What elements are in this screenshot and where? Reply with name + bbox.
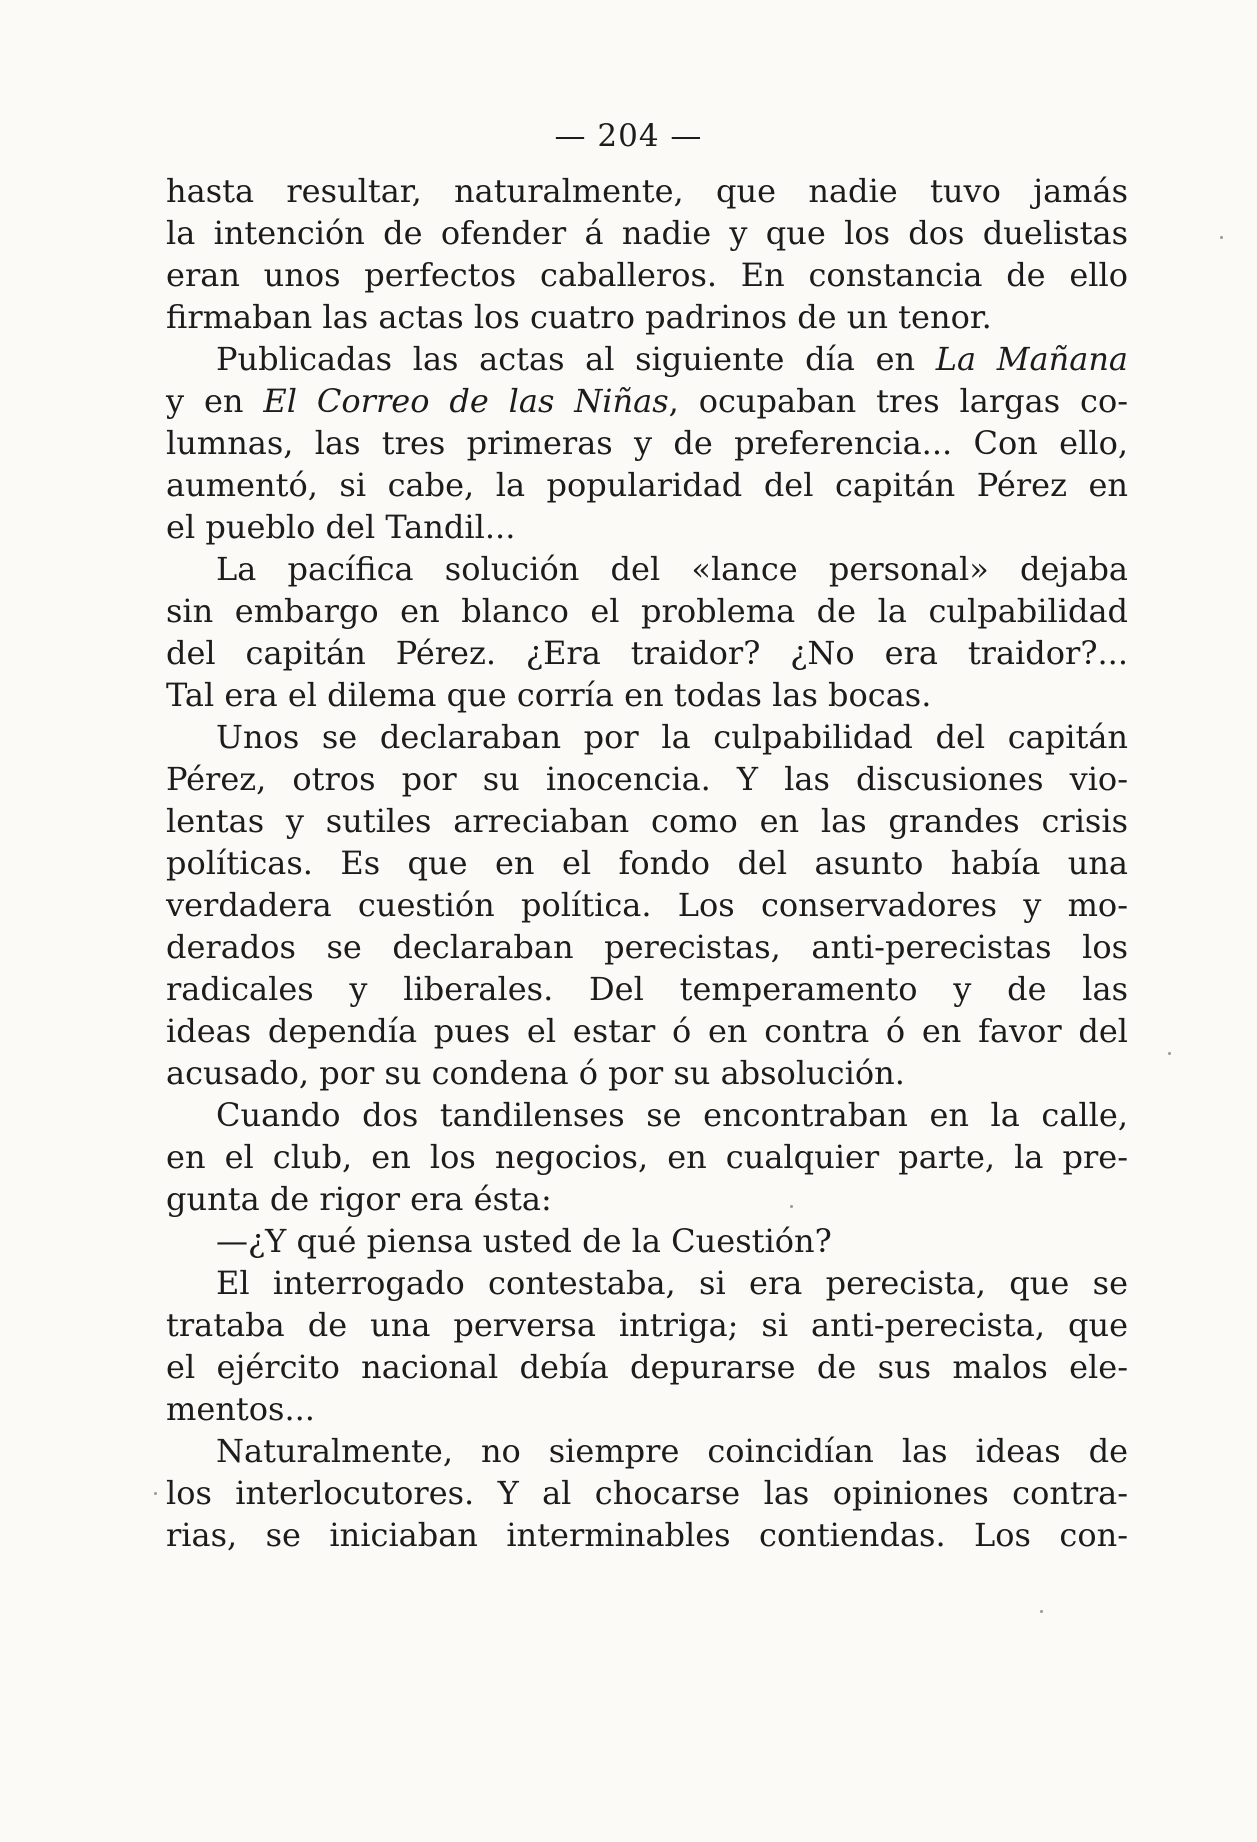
paper-speck [1040, 1610, 1043, 1613]
text-line: derados se declaraban perecistas, anti-perecistas los [166, 928, 1128, 966]
text-line: la intención de ofender á nadie y que los dos duelistas [166, 214, 1128, 252]
text-line [166, 380, 1128, 422]
page-number: — 204 — [554, 118, 703, 154]
italic-title: El Correo de las Niñas [263, 382, 669, 420]
text-segment: y en [166, 382, 264, 420]
text-line: lentas y sutiles arreciaban como en las grandes crisis [166, 802, 1128, 840]
text-segment: Publicadas las actas al siguiente día en [216, 340, 936, 378]
text-line: ideas dependía pues el estar ó en contra ó en favor del [166, 1012, 1128, 1050]
text-line: en el club, en los negocios, en cualquier parte, la pre- [166, 1138, 1128, 1176]
text-line: eran unos perfectos caballeros. En constancia de ello [166, 256, 1128, 294]
text-line: El interrogado contestaba, si era perecista, que se [216, 1264, 1128, 1302]
text-line: verdadera cuestión política. Los conservadores y mo- [166, 886, 1128, 924]
text-line: gunta de rigor era ésta: [166, 1180, 552, 1218]
text-line: —¿Y qué piensa usted de la Cuestión? [216, 1222, 832, 1260]
text-line: La pacífica solución del «lance personal» dejaba [216, 550, 1128, 588]
text-line: lumnas, las tres primeras y de preferencia... Con ello, [166, 424, 1128, 462]
text-line: aumentó, si cabe, la popularidad del capitán Pérez en [166, 466, 1128, 504]
text-line: Naturalmente, no siempre coincidían las ideas de [216, 1432, 1128, 1470]
paper-speck [154, 1492, 157, 1495]
text-line: acusado, por su condena ó por su absolución. [166, 1054, 905, 1092]
text-line [166, 338, 1128, 380]
text-line: hasta resultar, naturalmente, que nadie tuvo jamás [166, 172, 1128, 210]
text-line: los interlocutores. Y al chocarse las opiniones contra- [166, 1474, 1128, 1512]
text-line: radicales y liberales. Del temperamento y de las [166, 970, 1128, 1008]
text-line: el pueblo del Tandil... [166, 508, 516, 546]
text-line: sin embargo en blanco el problema de la culpabilidad [166, 592, 1128, 630]
text-line: políticas. Es que en el fondo del asunto había una [166, 844, 1128, 882]
text-line: Tal era el dilema que corría en todas las bocas. [166, 676, 932, 714]
body-text [166, 170, 1128, 1556]
text-line: el ejército nacional debía depurarse de sus malos ele- [166, 1348, 1128, 1386]
text-line: firmaban las actas los cuatro padrinos de un tenor. [166, 298, 992, 336]
paper-speck [790, 1205, 793, 1208]
paper-speck [1168, 1052, 1171, 1055]
text-segment: , ocupaban tres largas co- [668, 382, 1129, 420]
text-line: Pérez, otros por su inocencia. Y las discusiones vio- [166, 760, 1128, 798]
text-line: trataba de una perversa intriga; si anti-perecista, que [166, 1306, 1128, 1344]
paper-speck [1220, 236, 1223, 239]
text-line: Unos se declaraban por la culpabilidad del capitán [216, 718, 1128, 756]
text-line: del capitán Pérez. ¿Era traidor? ¿No era traidor?... [166, 634, 1128, 672]
italic-title: La Mañana [935, 340, 1129, 378]
text-line: rias, se iniciaban interminables contiendas. Los con- [166, 1516, 1128, 1554]
text-line: mentos... [166, 1390, 315, 1428]
text-line: Cuando dos tandilenses se encontraban en la calle, [216, 1096, 1128, 1134]
